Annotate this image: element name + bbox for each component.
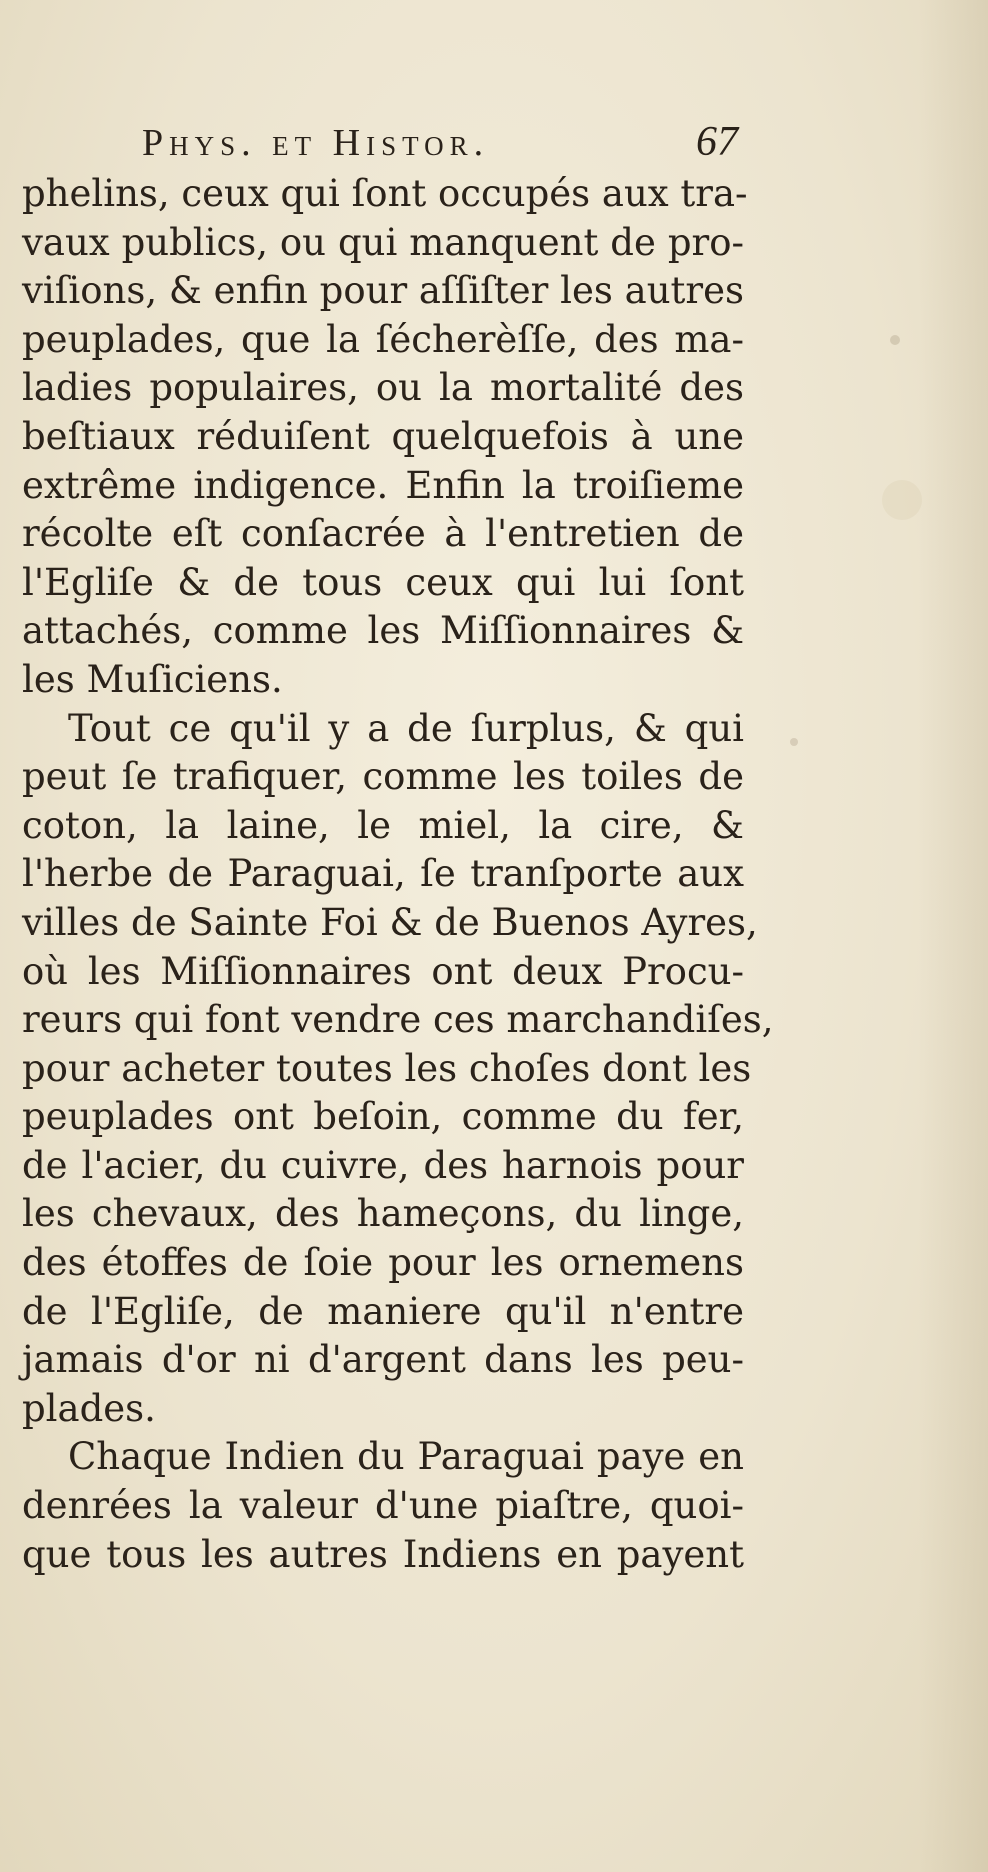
text-line: villes de Sainte Foi & de Buenos Ayres,: [22, 900, 758, 944]
text-line: récolte eſt conſacrée à l'entretien de: [22, 512, 744, 556]
text-line: les chevaux, des hameçons, du linge,: [22, 1192, 744, 1236]
text-line: peut ſe trafiquer, comme les toiles de: [22, 755, 744, 799]
page-edge-shadow: [918, 0, 988, 1872]
text-line: phelins, ceux qui ſont occupés aux tra-: [22, 172, 748, 215]
text-line: beſtiaux réduiſent quelquefois à une: [22, 414, 744, 458]
text-line: Tout ce qu'il y a de ſurplus, & qui: [68, 706, 744, 750]
text-line: les Muſiciens.: [22, 657, 283, 701]
text-line: que tous les autres Indiens en payent: [22, 1532, 744, 1576]
text-line: de l'Egliſe, de maniere qu'il n'entre: [22, 1289, 744, 1333]
text-line: reurs qui font vendre ces marchandiſes,: [22, 998, 774, 1042]
text-line: viſions, & enfin pour aſſiſter les autres: [22, 269, 744, 313]
text-block: [22, 118, 774, 1579]
text-line: ladies populaires, ou la mortalité des: [22, 366, 744, 410]
text-line: vaux publics, ou qui manquent de pro-: [22, 220, 744, 264]
paper-stain: [882, 480, 922, 520]
text-line: jamais d'or ni d'argent dans les peu-: [22, 1338, 744, 1382]
text-line: où les Miſſionnaires ont deux Procu-: [22, 949, 744, 993]
running-head: Phys. et Histor.: [142, 122, 490, 164]
text-line: attachés, comme les Miſſionnaires &: [22, 609, 744, 653]
text-line: pour acheter toutes les choſes dont les: [22, 1046, 752, 1090]
text-line: l'Egliſe & de tous ceux qui lui ſont: [22, 560, 744, 604]
paper-blemish: [790, 738, 798, 746]
text-line: coton, la laine, le miel, la cire, &: [22, 803, 744, 847]
page-header: [22, 118, 744, 170]
text-line: Chaque Indien du Paraguai paye en: [68, 1435, 744, 1479]
text-line: denrées la valeur d'une piaſtre, quoi-: [22, 1484, 744, 1528]
text-line: extrême indigence. Enfin la troiſieme: [22, 463, 744, 507]
text-line: peuplades ont beſoin, comme du fer,: [22, 1095, 744, 1139]
text-line: de l'acier, du cuivre, des harnois pour: [22, 1143, 744, 1187]
text-line: l'herbe de Paraguai, ſe tranſporte aux: [22, 852, 744, 896]
text-line: plades.: [22, 1386, 156, 1430]
page-number: 67: [696, 119, 738, 165]
text-line: peuplades, que la ſécherèſſe, des ma-: [22, 317, 744, 361]
paper-blemish: [890, 335, 900, 345]
text-line: des étoffes de ſoie pour les ornemens: [22, 1241, 744, 1285]
